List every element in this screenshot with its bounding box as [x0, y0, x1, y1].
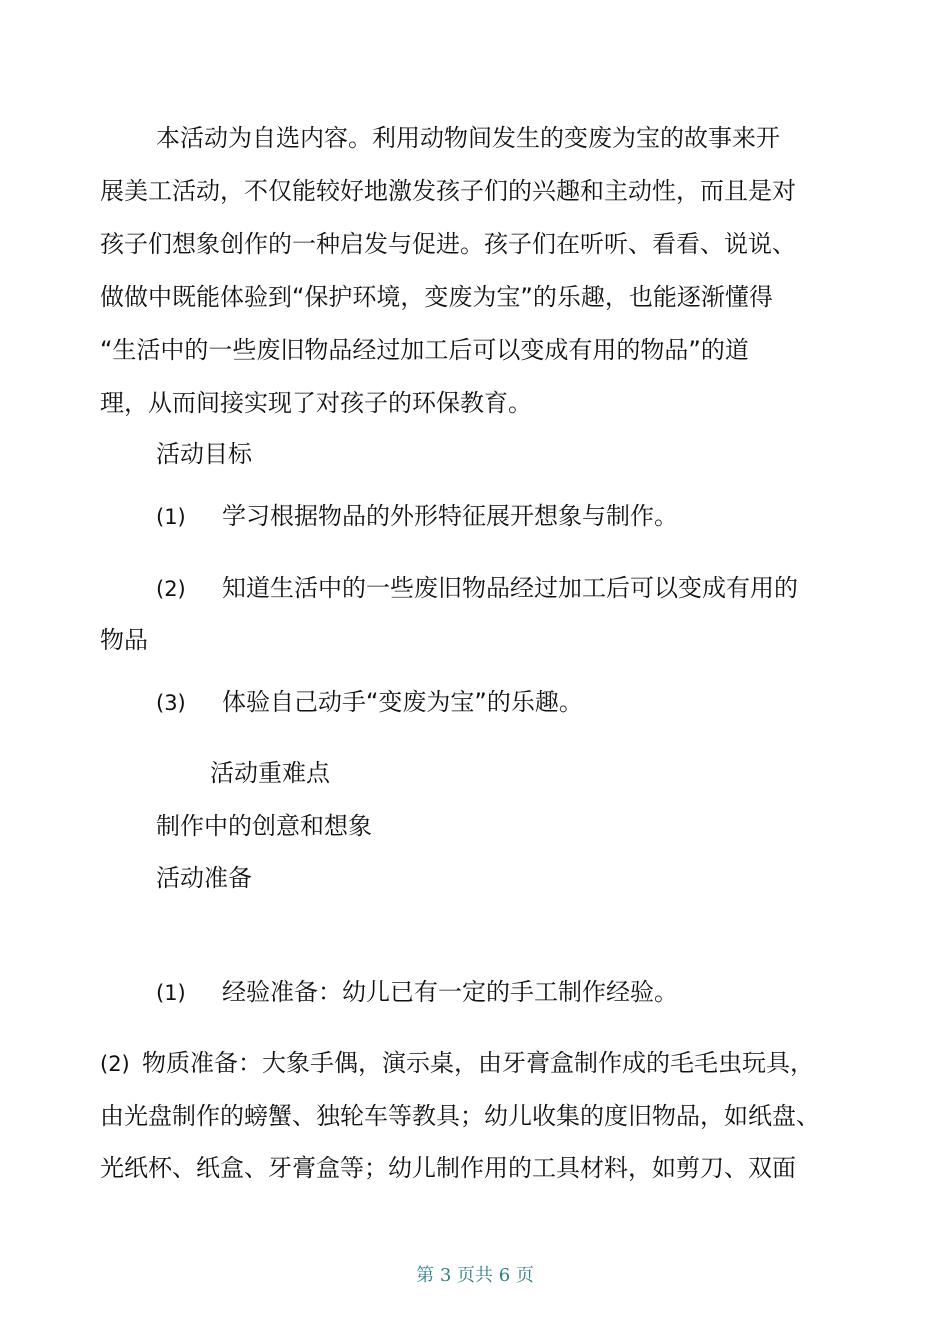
preparation-number: (1) — [156, 981, 186, 1005]
preparation-text-line: 由光盘制作的螃蟹、独轮车等教具；幼儿收集的度旧物品，如纸盘、 — [100, 1102, 820, 1130]
goals-heading: 活动目标 — [156, 440, 252, 468]
goal-text: 学习根据物品的外形特征展开想象与制作。 — [222, 502, 678, 530]
paragraph-line: 理，从而间接实现了对孩子的环保教育。 — [100, 389, 532, 417]
goal-number: (1) — [156, 505, 186, 529]
goal-item — [156, 686, 583, 719]
goal-number: (3) — [156, 691, 186, 715]
page-number-footer: 第 3 页共 6 页 — [416, 1265, 534, 1286]
goal-item — [156, 500, 678, 533]
preparation-text: 经验准备：幼儿已有一定的手工制作经验。 — [222, 978, 678, 1006]
paragraph-line: “生活中的一些废旧物品经过加工后可以变成有用的物品”的道 — [100, 336, 749, 364]
paragraph-line: 本活动为自选内容。利用动物间发生的变废为宝的故事来开 — [156, 124, 780, 152]
goal-text-continued: 物品 — [100, 626, 148, 654]
key-points-text: 制作中的创意和想象 — [156, 812, 372, 840]
preparation-item — [156, 976, 678, 1009]
preparation-text-line: 光纸杯、纸盒、牙膏盒等；幼儿制作用的工具材料，如剪刀、双面 — [100, 1154, 796, 1182]
key-points-heading: 活动重难点 — [210, 759, 330, 787]
paragraph-line: 做做中既能体验到“保护环境，变废为宝”的乐趣，也能逐渐懂得 — [100, 283, 773, 311]
goal-number: (2) — [156, 577, 186, 601]
paragraph-line: 展美工活动，不仅能较好地激发孩子们的兴趣和主动性，而且是对 — [100, 177, 796, 205]
paragraph-line: 孩子们想象创作的一种启发与促进。孩子们在听听、看看、说说、 — [100, 230, 796, 258]
goal-item — [156, 572, 798, 605]
goal-text: 知道生活中的一些废旧物品经过加工后可以变成有用的 — [222, 574, 798, 602]
preparation-heading: 活动准备 — [156, 864, 252, 892]
preparation-number: (2) — [100, 1052, 130, 1076]
preparation-item — [100, 1047, 814, 1080]
preparation-text: 物质准备：大象手偶，演示桌，由牙膏盒制作成的毛毛虫玩具， — [142, 1049, 814, 1077]
goal-text: 体验自己动手“变废为宝”的乐趣。 — [222, 688, 583, 716]
